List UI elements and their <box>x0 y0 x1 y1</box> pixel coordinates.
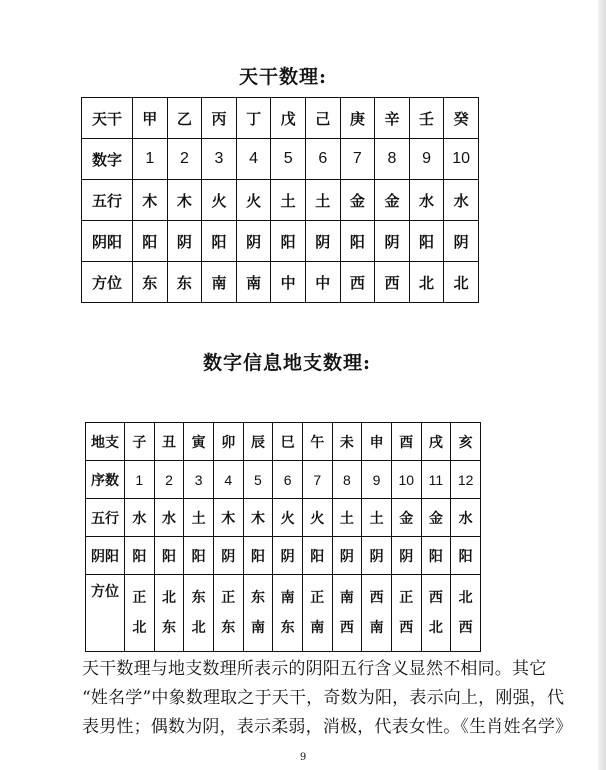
table-cell: 金 <box>421 499 451 537</box>
table-row-direction <box>86 575 481 652</box>
table-cell: 金 <box>391 499 421 537</box>
table-row <box>82 180 479 221</box>
table-cell: 东 <box>133 262 168 303</box>
table-cell: 申 <box>362 423 392 461</box>
table-cell: 木 <box>167 180 202 221</box>
direction-char: 正 <box>132 590 147 606</box>
paragraph-line: “姓名学”中象数理取之于天干，奇数为阳，表示向上，刚强，代 <box>82 688 565 708</box>
table-cell: 癸 <box>444 98 479 139</box>
table-cell: 阳 <box>184 537 214 575</box>
direction-char: 西 <box>399 620 414 636</box>
table-cell: 阴 <box>444 221 479 262</box>
table-cell: 东 <box>167 262 202 303</box>
row-header: 阴阳 <box>82 221 133 262</box>
table-cell: 戊 <box>271 98 306 139</box>
direction-char: 西 <box>369 590 384 606</box>
table-cell: 阴 <box>375 221 410 262</box>
table-cell: 亥 <box>451 423 481 461</box>
table-cell: 阴 <box>236 221 271 262</box>
table-cell: 10 <box>391 461 421 499</box>
direction-char: 东 <box>280 620 295 636</box>
table-cell: 土 <box>305 180 340 221</box>
table-cell <box>302 575 332 652</box>
table-cell: 9 <box>362 461 392 499</box>
table-cell: 阳 <box>125 537 155 575</box>
heavenly-stems-title: 天干数理: <box>238 66 327 88</box>
table-row <box>86 499 481 537</box>
table-cell: 阳 <box>302 537 332 575</box>
row-header: 天干 <box>82 98 133 139</box>
table-cell: 金 <box>375 180 410 221</box>
page-edge-shadow <box>598 0 606 770</box>
table-cell: 阳 <box>243 537 273 575</box>
direction-char: 南 <box>250 620 265 636</box>
row-header: 数字 <box>82 139 133 180</box>
table-row <box>86 537 481 575</box>
table-cell: 阳 <box>271 221 306 262</box>
paragraph-line: 表男性；偶数为阴，表示柔弱，消极，代表女性。《生肖姓名学》 <box>82 717 573 737</box>
table-cell: 水 <box>409 180 444 221</box>
table-cell: 火 <box>302 499 332 537</box>
table-cell: 水 <box>444 180 479 221</box>
table-cell: 7 <box>340 139 375 180</box>
heavenly-stems-table <box>81 97 479 303</box>
page-number: 9 <box>299 752 307 763</box>
row-header: 方位 <box>82 262 133 303</box>
table-cell: 10 <box>444 139 479 180</box>
table-cell: 阴 <box>273 537 303 575</box>
table-cell: 7 <box>302 461 332 499</box>
table-cell <box>332 575 362 652</box>
table-cell: 水 <box>125 499 155 537</box>
table-cell <box>213 575 243 652</box>
table-cell: 阴 <box>213 537 243 575</box>
direction-char: 西 <box>458 620 473 636</box>
table-cell: 甲 <box>133 98 168 139</box>
table-cell: 4 <box>236 139 271 180</box>
table-cell: 土 <box>271 180 306 221</box>
paragraph-line: 天干数理与地支数理所表示的阴阳五行含义显然不相同。其它 <box>82 659 547 679</box>
table-cell: 未 <box>332 423 362 461</box>
direction-char: 东 <box>250 590 265 606</box>
table-cell: 水 <box>451 499 481 537</box>
table-cell: 11 <box>421 461 451 499</box>
table-cell: 卯 <box>213 423 243 461</box>
table-cell: 阳 <box>154 537 184 575</box>
table-cell: 木 <box>213 499 243 537</box>
table-cell: 金 <box>340 180 375 221</box>
direction-char: 正 <box>399 590 414 606</box>
table-cell: 1 <box>133 139 168 180</box>
direction-char: 南 <box>310 620 325 636</box>
table-cell: 阴 <box>305 221 340 262</box>
row-header: 方位 <box>86 575 125 652</box>
table-cell: 阳 <box>409 221 444 262</box>
table-cell: 丑 <box>154 423 184 461</box>
row-header: 阴阳 <box>86 537 125 575</box>
table-cell: 阳 <box>133 221 168 262</box>
table-cell <box>125 575 155 652</box>
table-cell: 火 <box>273 499 303 537</box>
row-header: 地支 <box>86 423 125 461</box>
table-cell: 北 <box>444 262 479 303</box>
direction-char: 正 <box>221 590 236 606</box>
table-row <box>82 221 479 262</box>
direction-char: 北 <box>132 620 147 636</box>
table-cell: 酉 <box>391 423 421 461</box>
direction-char: 东 <box>191 590 206 606</box>
table-cell: 4 <box>213 461 243 499</box>
earthly-branches-table <box>85 422 481 652</box>
row-header: 序数 <box>86 461 125 499</box>
table-cell: 阴 <box>391 537 421 575</box>
table-cell <box>184 575 214 652</box>
table-cell: 南 <box>202 262 237 303</box>
direction-char: 北 <box>428 620 443 636</box>
direction-char: 西 <box>428 590 443 606</box>
table-cell: 中 <box>305 262 340 303</box>
table-cell: 中 <box>271 262 306 303</box>
row-header: 五行 <box>86 499 125 537</box>
table-cell: 阳 <box>451 537 481 575</box>
table-cell <box>391 575 421 652</box>
table-cell: 土 <box>184 499 214 537</box>
table-cell: 2 <box>167 139 202 180</box>
table-cell: 午 <box>302 423 332 461</box>
direction-char: 北 <box>191 620 206 636</box>
table-cell: 6 <box>273 461 303 499</box>
table-cell <box>421 575 451 652</box>
body-paragraph <box>82 655 573 742</box>
table-cell <box>451 575 481 652</box>
table-cell: 9 <box>409 139 444 180</box>
direction-char: 南 <box>339 590 354 606</box>
table-row <box>82 98 479 139</box>
table-cell: 南 <box>236 262 271 303</box>
table-cell <box>154 575 184 652</box>
table-cell: 寅 <box>184 423 214 461</box>
table-cell: 壬 <box>409 98 444 139</box>
direction-char: 正 <box>310 590 325 606</box>
table-cell: 辰 <box>243 423 273 461</box>
table-cell: 5 <box>271 139 306 180</box>
direction-char: 北 <box>458 590 473 606</box>
table-cell <box>273 575 303 652</box>
table-cell: 3 <box>184 461 214 499</box>
table-cell: 8 <box>332 461 362 499</box>
table-cell: 阴 <box>167 221 202 262</box>
table-cell: 北 <box>409 262 444 303</box>
table-cell: 火 <box>202 180 237 221</box>
table-cell: 土 <box>332 499 362 537</box>
table-cell: 木 <box>133 180 168 221</box>
table-cell: 6 <box>305 139 340 180</box>
table-row <box>86 461 481 499</box>
table-cell: 阳 <box>202 221 237 262</box>
table-cell: 西 <box>375 262 410 303</box>
table-cell: 辛 <box>375 98 410 139</box>
row-header: 五行 <box>82 180 133 221</box>
table-cell: 土 <box>362 499 392 537</box>
table-cell: 阴 <box>362 537 392 575</box>
table-cell: 2 <box>154 461 184 499</box>
earthly-branches-title: 数字信息地支数理: <box>202 352 371 374</box>
table-cell: 木 <box>243 499 273 537</box>
table-cell: 水 <box>154 499 184 537</box>
table-cell: 阴 <box>332 537 362 575</box>
direction-char: 北 <box>161 590 176 606</box>
table-row <box>82 262 479 303</box>
direction-char: 东 <box>161 620 176 636</box>
table-cell: 3 <box>202 139 237 180</box>
direction-char: 西 <box>339 620 354 636</box>
table-cell: 阳 <box>340 221 375 262</box>
direction-char: 东 <box>221 620 236 636</box>
direction-char: 南 <box>369 620 384 636</box>
table-cell: 阳 <box>421 537 451 575</box>
table-cell: 火 <box>236 180 271 221</box>
table-cell: 戌 <box>421 423 451 461</box>
direction-char: 南 <box>280 590 295 606</box>
table-cell: 西 <box>340 262 375 303</box>
table-cell <box>243 575 273 652</box>
table-cell: 8 <box>375 139 410 180</box>
table-cell: 丁 <box>236 98 271 139</box>
table-cell: 子 <box>125 423 155 461</box>
table-cell: 1 <box>125 461 155 499</box>
table-cell: 12 <box>451 461 481 499</box>
table-row <box>82 139 479 180</box>
table-cell: 庚 <box>340 98 375 139</box>
table-row <box>86 423 481 461</box>
table-cell <box>362 575 392 652</box>
table-cell: 乙 <box>167 98 202 139</box>
table-cell: 丙 <box>202 98 237 139</box>
table-cell: 5 <box>243 461 273 499</box>
table-cell: 巳 <box>273 423 303 461</box>
table-cell: 己 <box>305 98 340 139</box>
